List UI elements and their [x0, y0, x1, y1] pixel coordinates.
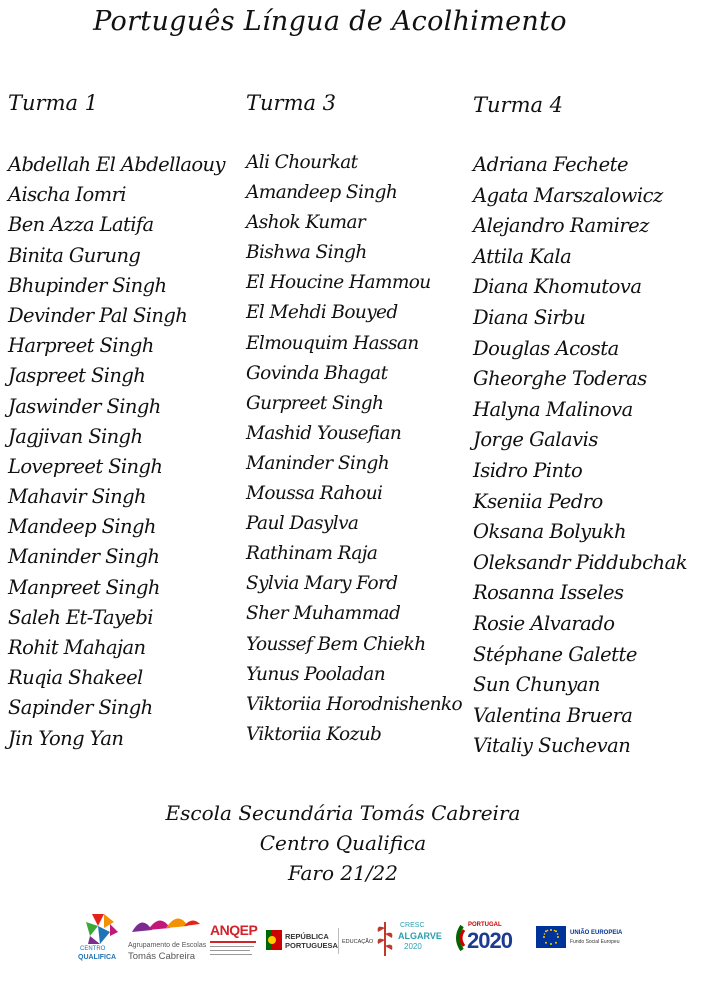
- page-title: Português Língua de Acolhimento: [93, 6, 567, 37]
- student-name: Rosie Alvarado: [473, 611, 615, 635]
- agrupamento-logo: [128, 910, 207, 966]
- student-name: Isidro Pinto: [473, 458, 583, 482]
- column-turma-4: [473, 90, 688, 758]
- centro-qualifica-icon: [78, 912, 126, 948]
- student-name: Sher Muhammad: [246, 603, 401, 625]
- student-name: Mandeep Singh: [8, 515, 156, 539]
- agrupamento-icon: [128, 910, 204, 940]
- column-turma-1: [8, 88, 225, 750]
- student-name: El Mehdi Bouyed: [246, 302, 398, 324]
- anqep-name: ANQEP: [210, 922, 258, 938]
- student-name: Amandeep Singh: [246, 182, 398, 204]
- p2020-small: PORTUGAL: [468, 922, 502, 928]
- student-name: Diana Sirbu: [473, 305, 586, 329]
- student-name: Sun Chunyan: [473, 673, 600, 697]
- student-name: Viktoriia Horodnishenko: [246, 693, 463, 715]
- student-name: Jaswinder Singh: [8, 394, 161, 418]
- cresc-line3: 2020: [404, 942, 422, 951]
- student-name: Moussa Rahoui: [246, 483, 383, 505]
- student-name: Devinder Pal Singh: [8, 303, 188, 327]
- student-name: Govinda Bhagat: [246, 362, 388, 384]
- column-heading: Turma 3: [246, 91, 337, 115]
- student-name: Jin Yong Yan: [8, 726, 124, 750]
- student-name: Paul Dasylva: [246, 513, 359, 535]
- student-name: Bishwa Singh: [246, 242, 367, 264]
- footer-place-year: Faro 21/22: [287, 861, 399, 885]
- cresc-line2: ALGARVE: [398, 931, 442, 941]
- column-turma-3: [246, 88, 463, 745]
- column-heading: Turma 1: [8, 91, 99, 115]
- name-list: [8, 150, 225, 754]
- eu-line2: Fundo Social Europeu: [570, 939, 620, 945]
- student-name: Adriana Fechete: [473, 153, 629, 176]
- student-name: Oksana Bolyukh: [473, 520, 627, 544]
- student-name: Valentina Bruera: [473, 703, 633, 727]
- cresc-line1: CRESC: [400, 922, 425, 929]
- student-name: Yunus Pooladan: [246, 663, 386, 685]
- student-name: Mashid Yousefian: [246, 422, 402, 444]
- footer-center: Centro Qualifica: [259, 831, 427, 855]
- republica-area: EDUCAÇÃO: [342, 939, 374, 945]
- student-name: Ben Azza Latifa: [8, 213, 154, 237]
- agr-line2: Tomás Cabreira: [128, 951, 196, 962]
- p2020-big: 2020: [467, 928, 512, 953]
- name-list: [473, 150, 687, 762]
- student-name: Harpreet Singh: [8, 334, 154, 358]
- republica-line1: REPÚBLICA: [285, 932, 329, 941]
- agr-line1: Agrupamento de Escolas: [128, 942, 207, 949]
- student-name: Sylvia Mary Ford: [246, 573, 398, 595]
- anqep-rule: [210, 941, 256, 943]
- student-name: Mahavir Singh: [8, 485, 146, 509]
- student-name: Binita Gurung: [8, 243, 141, 267]
- sponsor-logos-bar: [78, 908, 638, 968]
- student-name: Maninder Singh: [8, 545, 160, 569]
- student-name: Youssef Bem Chiekh: [246, 633, 426, 655]
- student-name: Vitaliy Suchevan: [473, 734, 631, 758]
- student-name: Bhupinder Singh: [8, 273, 167, 297]
- eu-flag-icon: [536, 926, 566, 948]
- eu-line1: UNIÃO EUROPEIA: [570, 930, 623, 936]
- student-name: Stéphane Galette: [473, 642, 637, 666]
- student-name: Douglas Acosta: [473, 336, 619, 360]
- portugal-2020-logo: [452, 920, 528, 960]
- anqep-subline: [210, 954, 252, 955]
- student-name: Ruqia Shakeel: [8, 666, 143, 690]
- anqep-logo: [210, 922, 260, 962]
- student-name: Ashok Kumar: [246, 212, 366, 234]
- cresc-algarve-logo: [374, 918, 444, 964]
- portugal-2020-mark-icon: [452, 924, 466, 952]
- student-name: Maninder Singh: [246, 452, 390, 474]
- student-name: Manpreet Singh: [8, 575, 160, 599]
- student-name: Aischa Iomri: [8, 183, 126, 207]
- student-name: Sapinder Singh: [8, 696, 153, 720]
- student-name: Alejandro Ramirez: [473, 214, 649, 238]
- cq-line1: CENTRO: [80, 946, 106, 952]
- student-name: Gurpreet Singh: [246, 392, 384, 414]
- column-heading: Turma 4: [473, 93, 564, 117]
- student-name: Diana Khomutova: [473, 275, 642, 299]
- student-name: Abdellah El Abdellaouy: [8, 153, 225, 176]
- republica-portuguesa-logo: [266, 928, 374, 964]
- student-name: Attila Kala: [473, 244, 572, 268]
- student-name: Agata Marszalowicz: [473, 183, 663, 207]
- name-list: [246, 148, 462, 750]
- student-name: Rathinam Raja: [246, 543, 378, 565]
- anqep-subline: [210, 950, 250, 951]
- anqep-subline: [210, 946, 254, 947]
- student-name: Halyna Malinova: [473, 397, 633, 421]
- student-name: El Houcine Hammou: [246, 272, 431, 294]
- logo-divider: [338, 928, 339, 954]
- cresc-plant-icon: [374, 918, 396, 958]
- student-name: Lovepreet Singh: [8, 454, 163, 478]
- student-name: Jorge Galavis: [473, 428, 598, 452]
- student-name: Viktoriia Kozub: [246, 723, 382, 745]
- student-name: Kseniia Pedro: [473, 489, 603, 513]
- student-name: Jagjivan Singh: [8, 424, 143, 448]
- student-name: Rohit Mahajan: [8, 636, 146, 659]
- student-name: Ali Chourkat: [246, 152, 358, 173]
- footer-school: Escola Secundária Tomás Cabreira: [165, 801, 521, 825]
- footer: [0, 798, 686, 888]
- cq-line2: QUALIFICA: [78, 954, 117, 961]
- centro-qualifica-logo: [78, 912, 126, 966]
- student-name: Elmouquim Hassan: [246, 332, 419, 354]
- student-name: Oleksandr Piddubchak: [473, 550, 688, 574]
- student-name: Gheorghe Toderas: [473, 367, 647, 391]
- student-name: Saleh Et-Tayebi: [8, 605, 153, 629]
- student-name: Rosanna Isseles: [473, 581, 624, 605]
- uniao-europeia-logo: [536, 926, 636, 956]
- republica-line2: PORTUGUESA: [285, 941, 338, 950]
- student-name: Jaspreet Singh: [8, 364, 146, 388]
- portugal-shield-icon: [266, 930, 282, 950]
